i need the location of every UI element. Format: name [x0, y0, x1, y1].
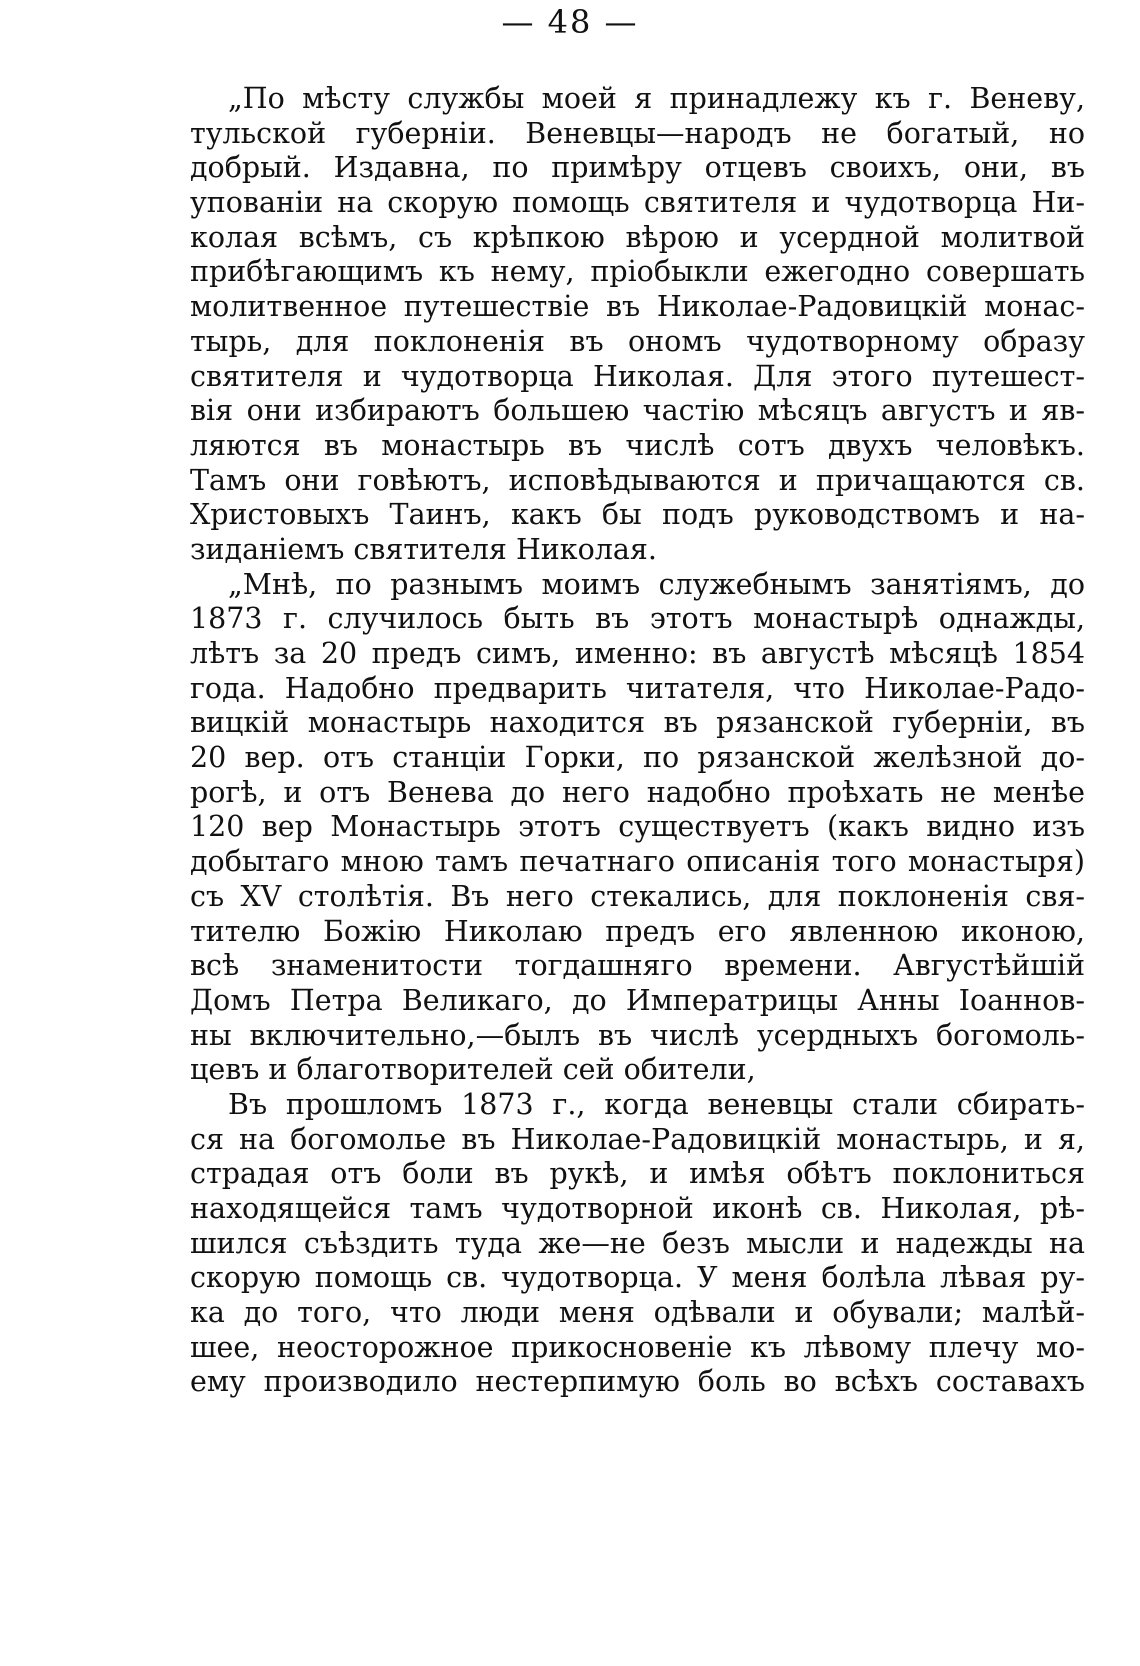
text-line: святителя и чудотворца Николая. Для этого путешест- — [190, 359, 1085, 393]
text-line: прибѣгающимъ къ нему, пріобыкли ежегодно совершать — [190, 255, 1085, 289]
text-line: цевъ и благотворителей сей обители, — [190, 1053, 756, 1087]
text-line: съ XV столѣтія. Въ него стекались, для поклоненія свя- — [190, 879, 1085, 913]
text-line: „По мѣсту службы моей я принадлежу къ г. Веневу, — [228, 82, 1085, 115]
text-line: года. Надобно предварить читателя, что Николае-Радо- — [190, 671, 1085, 705]
text-line: 120 вер Монастырь этотъ существуетъ (какъ видно изъ — [190, 810, 1085, 844]
text-line: ему производило нестерпимую боль во всѣхъ составахъ — [190, 1365, 1085, 1399]
text-line: добытаго мною тамъ печатнаго описанія того монастыря) — [190, 845, 1085, 879]
text-line: колая всѣмъ, съ крѣпкою вѣрою и усердной молитвой — [190, 220, 1085, 254]
text-line: ляются въ монастырь въ числѣ сотъ двухъ человѣкъ. — [190, 428, 1085, 462]
text-line: Христовыхъ Таинъ, какъ бы подъ руководствомъ и на- — [190, 498, 1085, 532]
page-number: — 48 — — [501, 3, 639, 41]
text-line: всѣ знаменитости тогдашняго времени. Августѣйшій — [190, 949, 1085, 983]
text-line: тульской губерніи. Веневцы—народъ не богатый, но — [190, 116, 1085, 150]
text-line: находящейся тамъ чудотворной иконѣ св. Николая, рѣ- — [190, 1192, 1085, 1225]
text-line: Тамъ они говѣютъ, исповѣдываются и причащаются св. — [190, 463, 1085, 497]
text-line: рогѣ, и отъ Венева до него надобно проѣхать не менѣе — [190, 775, 1085, 809]
text-line: Домъ Петра Великаго, до Императрицы Анны Іоаннов- — [190, 983, 1085, 1017]
text-line: 1873 г. случилось быть въ этотъ монастырѣ однажды, — [190, 602, 1085, 636]
text-line: „Мнѣ, по разнымъ моимъ служебнымъ занятіямъ, до — [228, 567, 1085, 601]
text-line: молитвенное путешествіе въ Николае-Радовицкій монас- — [190, 290, 1085, 324]
text-line: Въ прошломъ 1873 г., когда веневцы стали сбирать- — [228, 1087, 1085, 1121]
text-line: скорую помощь св. чудотворца. У меня болѣла лѣвая ру- — [190, 1261, 1085, 1295]
text-line: страдая отъ боли въ рукѣ, и имѣя обѣтъ поклониться — [190, 1157, 1085, 1191]
paragraph-2 — [190, 568, 1085, 1088]
text-line: вицкій монастырь находится въ рязанской губерніи, въ — [190, 706, 1085, 740]
text-line: шее, неосторожное прикосновеніе къ лѣвому плечу мо- — [190, 1330, 1085, 1364]
body-text — [190, 82, 1085, 1400]
text-line: зиданіемъ святителя Николая. — [190, 532, 657, 566]
text-line: ны включительно,—былъ въ числѣ усердныхъ богомоль- — [190, 1018, 1085, 1052]
text-line: добрый. Издавна, по примѣру отцевъ своихъ, они, въ — [190, 151, 1085, 185]
text-line: вія они избираютъ большею частію мѣсяцъ августъ и яв- — [190, 394, 1085, 428]
paragraph-1 — [190, 82, 1085, 568]
text-line: 20 вер. отъ станціи Горки, по рязанской желѣзной до- — [190, 741, 1085, 775]
text-line: тителю Божію Николаю предъ его явленною иконою, — [190, 914, 1085, 948]
text-line: ся на богомолье въ Николае-Радовицкій монастырь, и я, — [190, 1122, 1085, 1156]
text-line: ка до того, что люди меня одѣвали и обували; малѣй- — [190, 1296, 1085, 1330]
text-line: лѣтъ за 20 предъ симъ, именно: въ августѣ мѣсяцѣ 1854 — [190, 637, 1085, 670]
text-line: упованіи на скорую помощь святителя и чудотворца Ни- — [190, 186, 1085, 220]
text-line: тырь, для поклоненія въ ономъ чудотворному образу — [190, 324, 1085, 358]
paragraph-3 — [190, 1088, 1085, 1400]
text-line: шился съѣздить туда же—не безъ мысли и надежды на — [190, 1226, 1085, 1260]
